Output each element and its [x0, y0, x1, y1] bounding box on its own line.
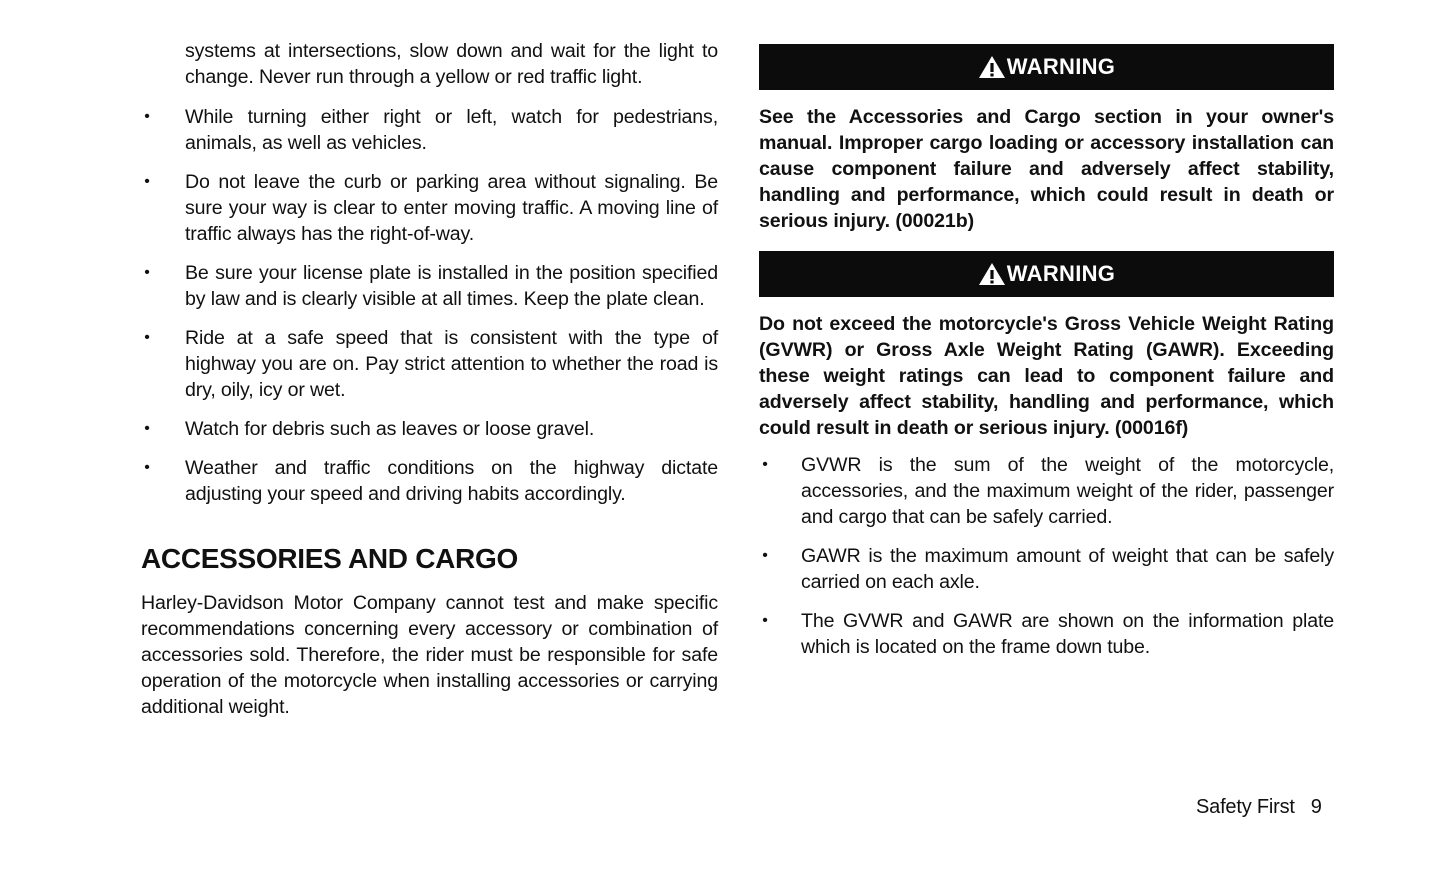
bullet-dot-icon: • — [144, 420, 150, 437]
list-item — [141, 260, 718, 312]
bullet-text: GVWR is the sum of the weight of the motorcycle, accessories, and the maximum weight of the rider, passenger and cargo that can be safely carried. — [801, 454, 1334, 528]
bullet-text: Do not leave the curb or parking area without signaling. Be sure your way is clear to enter moving traffic. A moving line of traffic always has the right-of-way. — [185, 171, 718, 245]
bullet-dot-icon: • — [144, 329, 150, 346]
warning-label: WARNING — [1006, 54, 1116, 79]
footer-section-title: Safety First — [1196, 796, 1295, 818]
section-heading: ACCESSORIES AND CARGO — [141, 543, 518, 574]
list-item — [141, 325, 718, 403]
bullet-text: While turning either right or left, watch for pedestrians, animals, as well as vehicles. — [185, 106, 718, 154]
bullet-dot-icon: • — [144, 173, 150, 190]
bullet-text: GAWR is the maximum amount of weight that can be safely carried on each axle. — [801, 545, 1334, 593]
bullet-text: Ride at a safe speed that is consistent with the type of highway you are on. Pay strict attention to whether the road is dry, oily, icy or wet. — [185, 327, 718, 401]
list-item — [141, 455, 718, 507]
page-footer — [1196, 794, 1322, 820]
bullet-dot-icon: • — [144, 264, 150, 281]
bullet-text: Be sure your license plate is installed in the position specified by law and is clearly visible at all times. Keep the plate clean. — [185, 262, 718, 310]
warning-triangle-icon — [978, 55, 1006, 79]
bullet-dot-icon: • — [762, 612, 768, 629]
bullet-text: Weather and traffic conditions on the highway dictate adjusting your speed and driving habits accordingly. — [185, 457, 718, 505]
list-item — [759, 608, 1334, 660]
warning-text: See the Accessories and Cargo section in your owner's manual. Improper cargo loading or accessory installation can cause component failure and adversely affect stability, handling and performance, which could result in death or serious injury. (00021b) — [759, 106, 1334, 232]
warning-banner — [759, 44, 1334, 90]
accessories-paragraph: Harley-Davidson Motor Company cannot test and make specific recommendations concerning every accessory or combination of accessories sold. Therefore, the rider must be responsible for safe operation of the motorcycle when installing accessories or carrying additional weight. — [141, 592, 718, 718]
bullet-dot-icon: • — [144, 459, 150, 476]
list-item — [141, 169, 718, 247]
bullet-dot-icon: • — [762, 547, 768, 564]
warning-banner — [759, 251, 1334, 297]
list-item — [759, 452, 1334, 530]
warning-text: Do not exceed the motorcycle's Gross Vehicle Weight Rating (GVWR) or Gross Axle Weight Rating (GAWR). Exceeding these weight ratings can lead to component failure and adversely affect stability, handling and performance, which could result in death or serious injury. (00016f) — [759, 313, 1334, 439]
bullet-dot-icon: • — [762, 456, 768, 473]
weight-rating-list — [759, 452, 1334, 673]
list-item — [141, 104, 718, 156]
warning-label: WARNING — [1006, 261, 1116, 286]
list-item — [141, 416, 718, 442]
continuation-text: systems at intersections, slow down and wait for the light to change. Never run through a yellow or red traffic light. — [185, 40, 718, 88]
page-number: 9 — [1310, 796, 1322, 818]
bullet-text: The GVWR and GAWR are shown on the information plate which is located on the frame down tube. — [801, 610, 1334, 658]
warning-triangle-icon — [978, 262, 1006, 286]
safety-bullet-list — [141, 104, 718, 520]
bullet-text: Watch for debris such as leaves or loose gravel. — [185, 418, 595, 440]
list-item — [759, 543, 1334, 595]
bullet-dot-icon: • — [144, 108, 150, 125]
